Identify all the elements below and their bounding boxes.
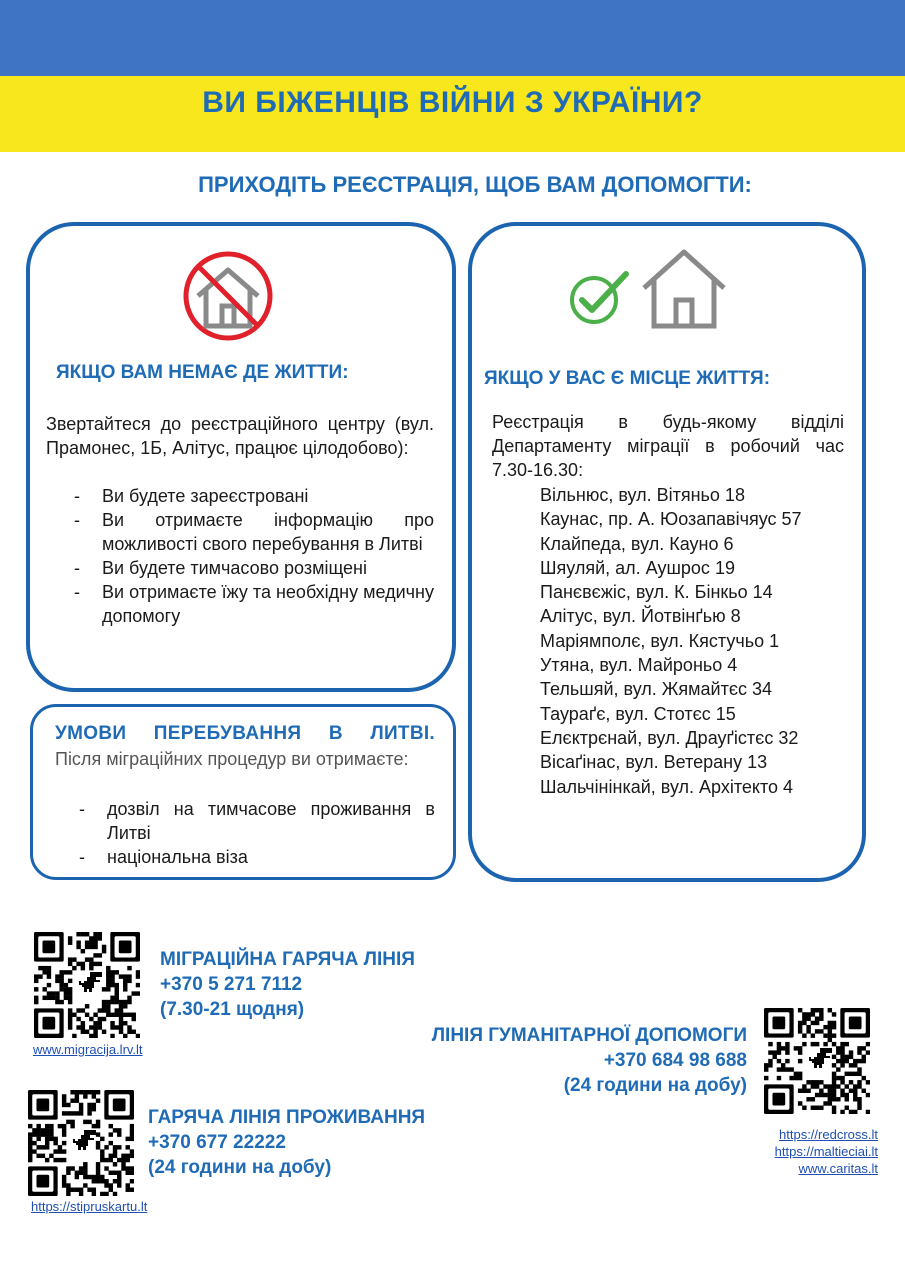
housing-hotline-hours: (24 години на добу) bbox=[148, 1157, 332, 1178]
conditions-title: УМОВИ ПЕРЕБУВАННЯ В ЛИТВІ. bbox=[55, 723, 435, 744]
list-item: Панєвєжіс, вул. К. Бінкьо 14 bbox=[540, 582, 773, 603]
qr-code-humanitarian[interactable] bbox=[764, 1008, 870, 1119]
house-icon bbox=[640, 248, 728, 330]
list-item: Каунас, пр. А. Юозапавічяус 57 bbox=[540, 509, 802, 530]
flag-blue-band bbox=[0, 0, 905, 76]
conditions-list bbox=[79, 797, 435, 869]
list-item: Клайпеда, вул. Кауно 6 bbox=[540, 533, 734, 554]
office-list bbox=[496, 483, 844, 799]
list-item: Тельшяй, вул. Жямайтєс 34 bbox=[540, 679, 773, 700]
housing-link[interactable]: https://stipruskartu.lt bbox=[31, 1199, 148, 1214]
list-item: Таураґє, вул. Стотєс 15 bbox=[540, 703, 736, 724]
migration-hotline-title: МІГРАЦІЙНА ГАРЯЧА ЛІНІЯ bbox=[160, 949, 415, 970]
caritas-link[interactable]: www.caritas.lt bbox=[798, 1161, 878, 1176]
no-house-icon bbox=[180, 248, 276, 344]
has-home-intro: Реєстрація в будь-якому відділі Департаменту міграції в робочий час 7.30-16.30: bbox=[492, 412, 844, 480]
migration-link[interactable]: www.migracija.lrv.lt bbox=[33, 1042, 143, 1057]
housing-hotline-title: ГАРЯЧА ЛІНІЯ ПРОЖИВАННЯ bbox=[148, 1107, 426, 1128]
list-item: Елєктрєнай, вул. Драуґістєс 32 bbox=[540, 727, 799, 748]
page-subtitle: ПРИХОДІТЬ РЕЄСТРАЦІЯ, ЩОБ ВАМ ДОПОМОГТИ: bbox=[198, 172, 752, 197]
redcross-link[interactable]: https://redcross.lt bbox=[779, 1127, 878, 1142]
list-item: Вільнюс, вул. Вітяньо 18 bbox=[540, 485, 745, 505]
maltieciai-link[interactable]: https://maltieciai.lt bbox=[774, 1144, 878, 1159]
list-item: - Ви будете тимчасово розміщені bbox=[74, 558, 367, 578]
list-item: Шальчінінкай, вул. Архітекто 4 bbox=[540, 776, 794, 797]
no-home-list bbox=[74, 484, 434, 628]
migration-hotline-phone[interactable]: +370 5 271 7112 bbox=[160, 974, 303, 995]
list-item: - Ви будете зареєстровані bbox=[74, 486, 309, 506]
housing-hotline-phone[interactable]: +370 677 22222 bbox=[148, 1132, 286, 1153]
list-item: - національна віза bbox=[79, 847, 248, 867]
has-home-card bbox=[468, 222, 866, 882]
list-item: - Ви отримаєте їжу та необхідну медичну допомогу bbox=[74, 582, 434, 626]
list-item: - дозвіл на тимчасове проживання в Литві bbox=[79, 799, 435, 843]
migration-hotline-hours: (7.30-21 щодня) bbox=[160, 999, 305, 1020]
qr-code-housing[interactable] bbox=[28, 1090, 134, 1201]
qr-code-migration[interactable] bbox=[34, 932, 140, 1043]
list-item: Алітус, вул. Йотвінґью 8 bbox=[540, 606, 741, 627]
list-item: Шяуляй, ал. Аушрос 19 bbox=[540, 557, 735, 578]
no-home-card bbox=[26, 222, 456, 692]
humanitarian-hotline-hours: (24 години на добу) bbox=[563, 1075, 747, 1096]
list-item: Маріямполє, вул. Кястучьо 1 bbox=[540, 630, 780, 651]
page-title: ВИ БІЖЕНЦІВ ВІЙНИ З УКРАЇНИ? bbox=[202, 86, 703, 119]
humanitarian-hotline-phone[interactable]: +370 684 98 688 bbox=[603, 1050, 747, 1071]
list-item: - Ви отримаєте інформацію про можливості свого перебування в Литві bbox=[74, 510, 434, 554]
humanitarian-hotline-title: ЛІНІЯ ГУМАНІТАРНОЇ ДОПОМОГИ bbox=[431, 1025, 747, 1046]
list-item: Утяна, вул. Майроньо 4 bbox=[540, 655, 738, 676]
conditions-intro: Після міграційних процедур ви отримаєте: bbox=[55, 749, 409, 769]
conditions-card bbox=[30, 704, 456, 880]
list-item: Вісаґінас, вул. Ветерану 13 bbox=[540, 752, 768, 773]
has-home-heading: ЯКЩО У ВАС Є МІСЦЕ ЖИТТЯ: bbox=[484, 368, 771, 389]
no-home-heading: ЯКЩО ВАМ НЕМАЄ ДЕ ЖИТТИ: bbox=[56, 362, 349, 383]
no-home-intro: Звертайтеся до реєстраційного центру (вул. Прамонес, 1Б, Алітус, працює цілодобово): bbox=[46, 414, 434, 458]
checkmark-icon bbox=[568, 270, 632, 326]
